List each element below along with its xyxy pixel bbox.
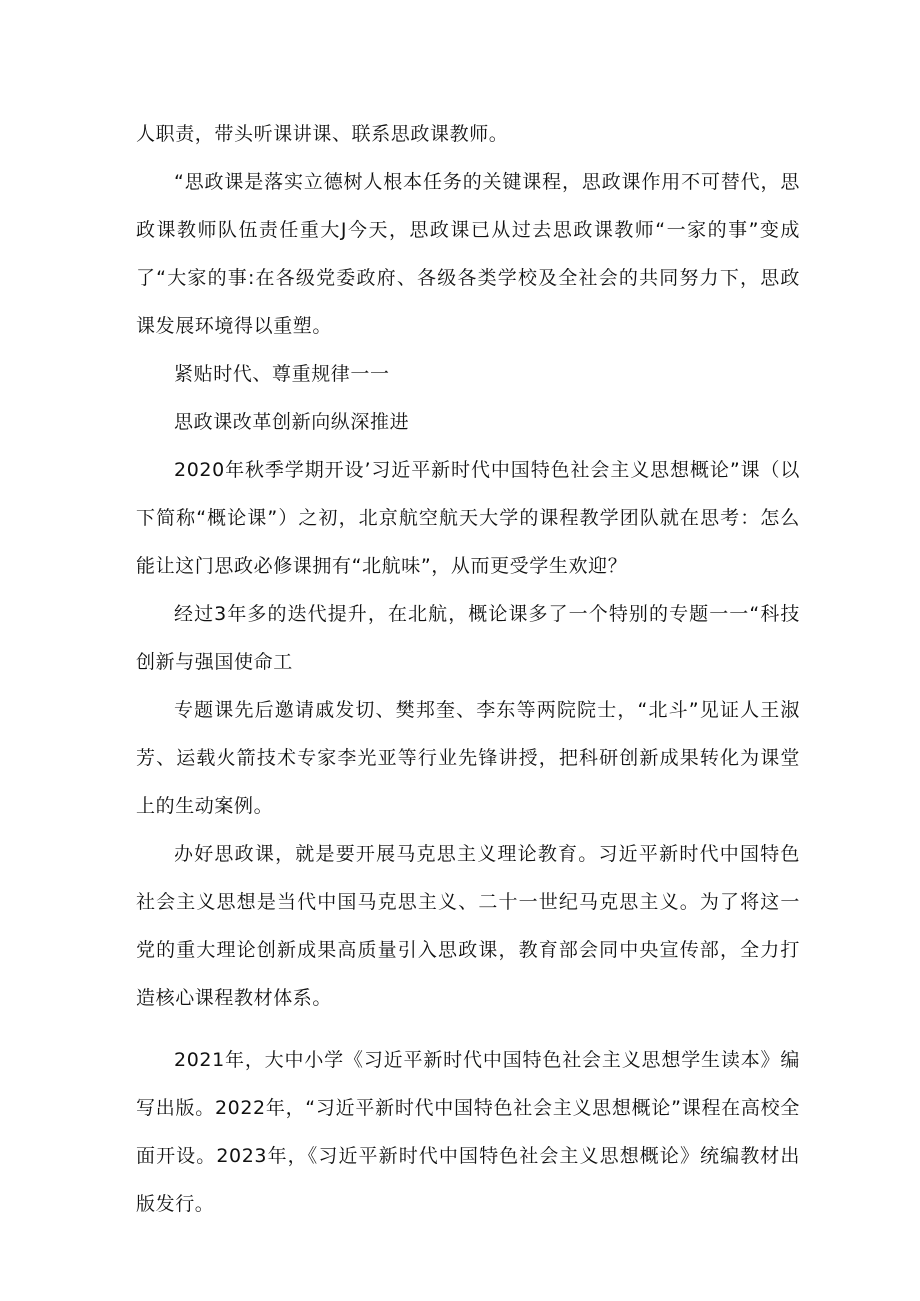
paragraph-iteration: 经过3年多的迭代提升，在北航，概论课多了一个特别的专题一一“科技创新与强国使命工 bbox=[136, 603, 800, 673]
paragraph-continuation: 人职责，带头听课讲课、联系思政课教师。 bbox=[136, 123, 509, 145]
paragraph-2020: 2020年秋季学期开设’习近平新时代中国特色社会主义思想概论”课（以下简称“概论课”）之初，北京航空航天大学的课程教学团队就在思考：怎么能让这门思政必修课拥有“北航味”，从而更受学生欢迎？ bbox=[136, 459, 800, 577]
subheading-line-2: 思政课改革创新向纵深推进 bbox=[174, 411, 410, 433]
paragraph-textbooks: 2021年，大中小学《习近平新时代中国特色社会主义思想学生读本》编写出版。2022年，“习近平新时代中国特色社会主义思想概论”课程在高校全面开设。2023年，《习近平新时代中国特色社会主义思想概论》统编教材出版发行。 bbox=[136, 1049, 800, 1215]
paragraph-special-topic: 专题课先后邀请戚发切、樊邦奎、李东等两院院士，“北斗”见证人王淑芳、运载火箭技术专家李光亚等行业先锋讲授，把科研创新成果转化为课堂上的生动案例。 bbox=[136, 699, 800, 817]
subheading-line-1: 紧贴时代、尊重规律一一 bbox=[174, 363, 390, 385]
paragraph-quote: “思政课是落实立德树人根本任务的关键课程，思政课作用不可替代，思政课教师队伍责任重大J今天，思政课已从过去思政课教师“一家的事”变成了“大家的事:在各级党委政府、各级各类学校及全社会的共同努力下，思政课发展环境得以重塑。 bbox=[136, 171, 800, 337]
paragraph-marxism-education: 办好思政课，就是要开展马克思主义理论教育。习近平新时代中国特色社会主义思想是当代中国马克思主义、二十一世纪马克思主义。为了将这一党的重大理论创新成果高质量引入思政课，教育部会同中央宣传部，全力打造核心课程教材体系。 bbox=[136, 843, 800, 1009]
